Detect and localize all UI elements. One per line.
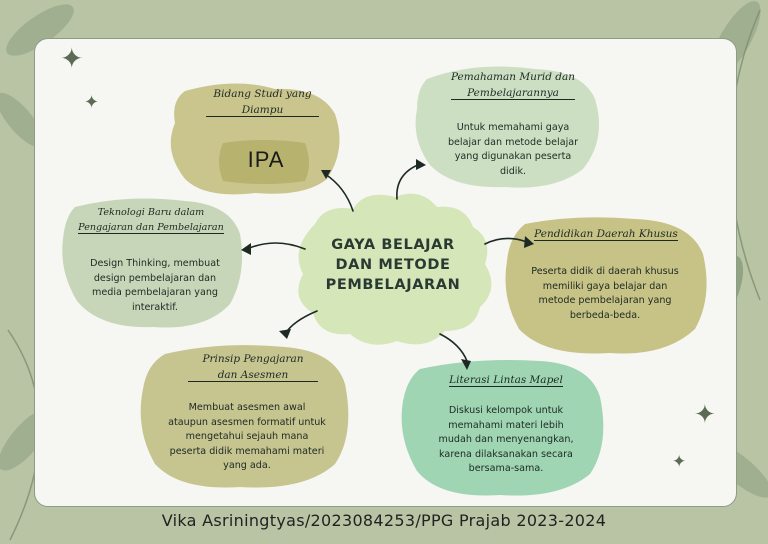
- prinsip-body-line: mengetahui sejauh mana: [185, 431, 309, 442]
- literasi-body-line: karena dilaksanakan secara: [439, 448, 573, 460]
- center-line2: DAN METODE: [335, 257, 451, 273]
- sparkle-icon: ✦: [60, 42, 84, 75]
- literasi-body-line: memahami materi lebih: [448, 419, 564, 431]
- sparkle-icon: ✦: [694, 400, 716, 430]
- node-teknologi-body: [67, 257, 243, 315]
- node-prinsip-title: [163, 351, 343, 383]
- node-prinsip-body: [147, 401, 347, 474]
- center-line3: PEMBELAJARAN: [325, 277, 461, 293]
- prinsip-body-line: yang ada.: [223, 460, 271, 471]
- pemahaman-title-line2: Pembelajarannya: [425, 85, 601, 101]
- literasi-body-line: mudah dan menyenangkan,: [438, 434, 574, 445]
- teknologi-body-line: design pembelajaran dan: [93, 272, 217, 284]
- sparkle-icon: ✦: [84, 92, 100, 113]
- pemahaman-body-line: didik.: [499, 165, 527, 177]
- center-topic: [303, 235, 483, 295]
- node-pendidikan-body: [509, 265, 701, 323]
- pemahaman-body-line: belajar dan metode belajar: [447, 136, 579, 148]
- teknologi-body-line: interaktif.: [132, 301, 178, 313]
- pendidikan-body-line: berbeda-beda.: [569, 309, 641, 321]
- node-pemahaman-title: [425, 69, 601, 101]
- center-line1: GAYA BELAJAR: [331, 237, 455, 253]
- bidang-title-line2: Diampu: [185, 102, 340, 118]
- prinsip-body-line: Membuat asesmen awal: [188, 402, 306, 413]
- node-pemahaman-body: [425, 121, 601, 179]
- prinsip-body-line: ataupun asesmen formatif untuk: [168, 416, 326, 428]
- prinsip-title-line1: Prinsip Pengajaran: [202, 353, 304, 365]
- node-bidang-value: IPA: [247, 147, 285, 172]
- node-literasi-title: Literasi Lintas Mapel: [449, 374, 563, 386]
- node-pendidikan-title: Pendidikan Daerah Khusus: [534, 228, 678, 240]
- footer-credit: Vika Asriningtyas/2023084253/PPG Prajab 2023-2024: [161, 511, 607, 530]
- literasi-body-line: Diskusi kelompok untuk: [448, 405, 564, 416]
- sparkle-icon: ✦: [672, 452, 687, 472]
- teknologi-title-line2: Pengajaran dan Pembelajaran: [78, 222, 224, 233]
- prinsip-title-line2: dan Asesmen: [163, 367, 343, 383]
- pendidikan-body-line: memiliki gaya belajar dan: [542, 280, 668, 292]
- pendidikan-body-line: Peserta didik di daerah khusus: [531, 266, 679, 277]
- pendidikan-body-line: metode pembelajaran yang: [538, 295, 672, 306]
- literasi-body-line: bersama-sama.: [468, 463, 544, 474]
- teknologi-title-line1: Teknologi Baru dalam: [97, 207, 205, 218]
- prinsip-body-line: peserta didik memahami materi: [169, 445, 325, 457]
- pemahaman-body-line: yang digunakan peserta: [454, 151, 572, 162]
- bidang-title-line1: Bidang Studi yang: [213, 88, 312, 100]
- node-bidang-title: [185, 86, 340, 118]
- node-teknologi-title: [65, 205, 237, 235]
- pemahaman-title-line1: Pemahaman Murid dan: [450, 71, 576, 83]
- pemahaman-body-line: Untuk memahami gaya: [456, 122, 570, 133]
- mindmap-card: [34, 38, 737, 507]
- teknologi-body-line: Design Thinking, membuat: [90, 258, 220, 269]
- teknologi-body-line: media pembelajaran yang: [91, 287, 219, 298]
- node-literasi-body: [409, 404, 603, 477]
